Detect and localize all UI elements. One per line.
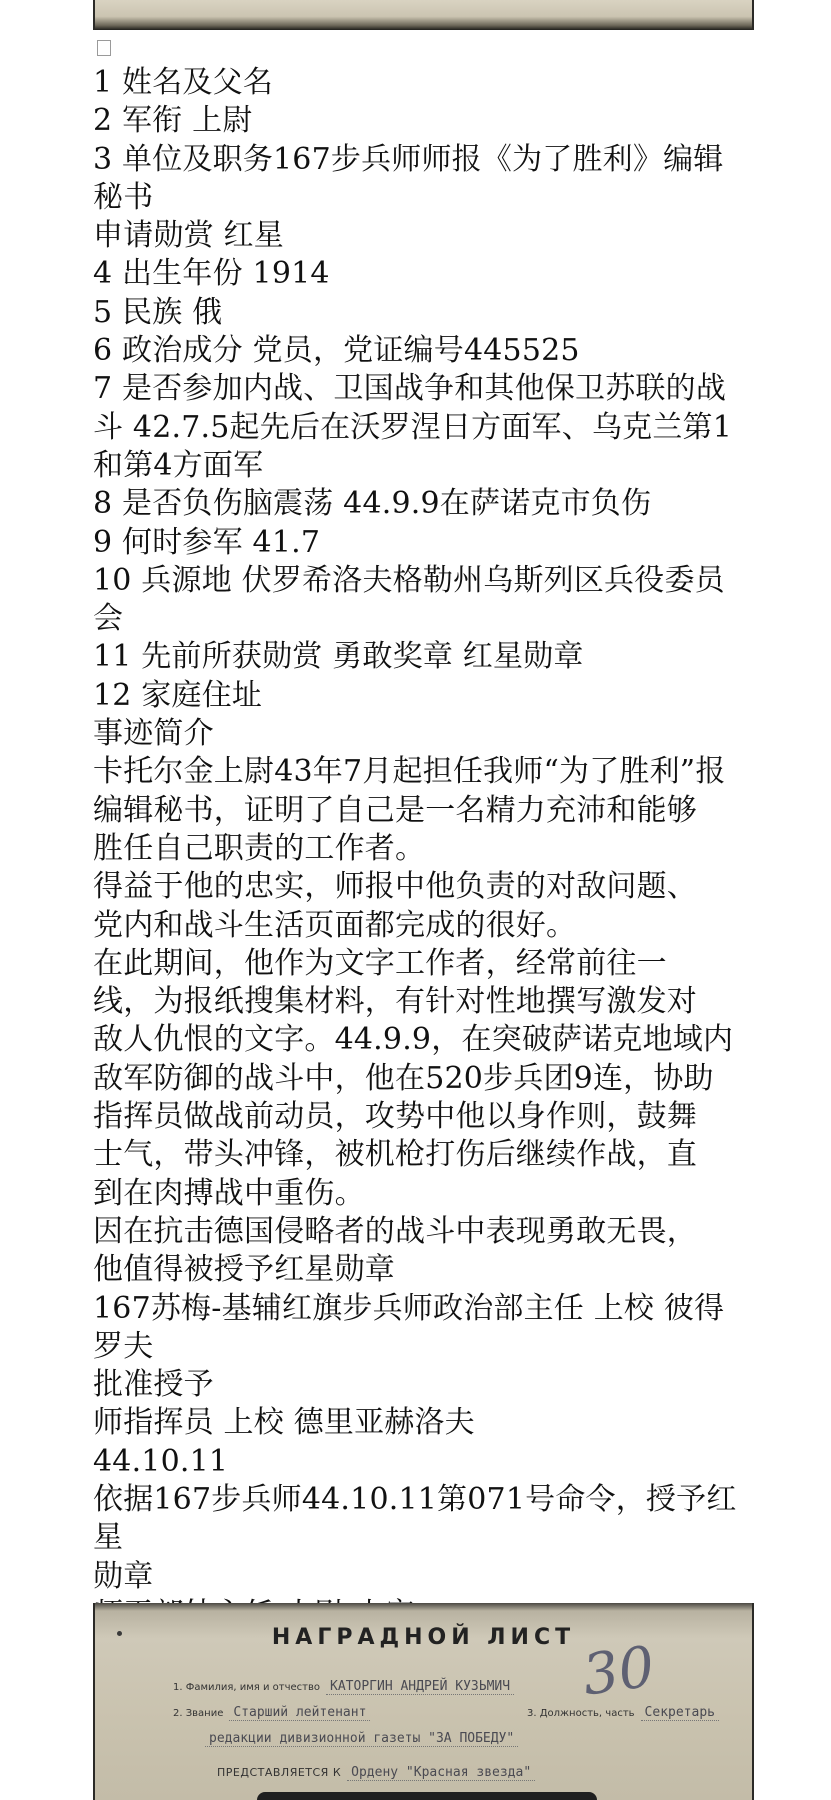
scan-title: НАГРАДНОЙ ЛИСТ	[271, 1625, 576, 1650]
text-line: 依据167步兵师44.10.11第071号命令，授予红星	[93, 1481, 737, 1556]
text-line: 编辑秘书，证明了自己是一名精力充沛和能够	[93, 792, 697, 828]
scanned-award-sheet-image	[93, 1603, 754, 1800]
scan-row-unit	[199, 1731, 518, 1747]
image-placeholder-checkbox[interactable]	[97, 40, 111, 56]
scan-row-award-value: Ордену "Красная звезда"	[347, 1765, 535, 1781]
text-line: 卡托尔金上尉43年7月起担任我师“为了胜利”报	[93, 754, 726, 790]
scanned-document-image-top	[93, 0, 754, 30]
text-line: 44.10.11	[93, 1443, 229, 1479]
scan-row-position	[527, 1705, 719, 1721]
text-line: 批准授予	[93, 1367, 214, 1403]
text-line: 和第4方面军	[93, 447, 264, 483]
text-line: 5 民族 俄	[93, 294, 223, 330]
text-line: 士气，带头冲锋，被机枪打伤后继续作战，直	[93, 1137, 697, 1173]
image-bottom-bar	[257, 1792, 597, 1800]
text-line: 指挥员做战前动员，攻势中他以身作则，鼓舞	[93, 1099, 697, 1135]
text-line: 敌人仇恨的文字。44.9.9，在突破萨诺克地域内	[93, 1022, 734, 1058]
scan-row-rank	[173, 1705, 370, 1721]
text-line: 3 单位及职务167步兵师师报《为了胜利》编辑	[93, 141, 724, 177]
translated-text-block	[93, 64, 763, 1634]
handwritten-number: 30	[578, 1634, 659, 1709]
scan-row-name	[173, 1679, 733, 1695]
text-line: 7 是否参加内战、卫国战争和其他保卫苏联的战	[93, 371, 727, 407]
text-line: 1 姓名及父名	[93, 65, 274, 100]
text-line: 得益于他的忠实，师报中他负责的对敌问题、	[93, 869, 697, 905]
text-line: 8 是否负伤脑震荡 44.9.9在萨诺克市负伤	[93, 486, 652, 522]
text-line: 斗 42.7.5起先后在沃罗涅日方面军、乌克兰第1	[93, 409, 733, 445]
scan-row-award	[217, 1765, 535, 1781]
text-line: 师指挥员 上校 德里亚赫洛夫	[93, 1405, 475, 1441]
text-line: 11 先前所获勋赏 勇敢奖章 红星勋章	[93, 639, 584, 675]
text-line: 他值得被授予红星勋章	[93, 1252, 395, 1288]
scan-row-rank-value: Старший лейтенант	[229, 1705, 370, 1721]
text-line: 勋章	[93, 1558, 154, 1594]
text-line: 申请勋赏 红星	[93, 218, 284, 254]
text-line: 敌军防御的战斗中，他在520步兵团9连，协助	[93, 1060, 714, 1096]
scan-row-unit-value: редакции дивизионной газеты "ЗА ПОБЕДУ"	[205, 1731, 518, 1747]
scan-row-award-label: ПРЕДСТАВЛЯЕТСЯ К	[217, 1766, 342, 1779]
text-line: 党内和战斗生活页面都完成的很好。	[93, 907, 577, 943]
text-line: 9 何时参军 41.7	[93, 524, 321, 560]
text-line: 4 出生年份 1914	[93, 256, 330, 292]
text-line: 167苏梅-基辅红旗步兵师政治部主任 上校 彼得	[93, 1290, 725, 1326]
text-line: 会	[93, 601, 124, 637]
text-line: 罗夫	[93, 1328, 154, 1364]
text-line: 6 政治成分 党员，党证编号445525	[93, 333, 580, 369]
text-line: 10 兵源地 伏罗希洛夫格勒州乌斯列区兵役委员	[93, 562, 725, 598]
scan-row-rank-label: 2. Звание	[173, 1708, 224, 1719]
text-line: 12 家庭住址	[93, 677, 263, 713]
scan-row-name-value: КАТОРГИН АНДРЕЙ КУЗЬМИЧ	[326, 1679, 514, 1695]
text-line: 2 军衔 上尉	[93, 103, 253, 139]
text-line: 到在肉搏战中重伤。	[93, 1175, 365, 1211]
scan-row-position-value: Секретарь	[641, 1705, 719, 1721]
text-line: 秘书	[93, 179, 154, 215]
text-line: 线，为报纸搜集材料，有针对性地撰写激发对	[93, 984, 697, 1020]
scan-row-position-label: 3. Должность, часть	[527, 1708, 635, 1719]
text-line: 事迹简介	[93, 716, 214, 752]
text-line: 在此期间，他作为文字工作者，经常前往一	[93, 945, 667, 981]
text-line: 胜任自己职责的工作者。	[93, 830, 426, 866]
text-line: 因在抗击德国侵略者的战斗中表现勇敢无畏，	[93, 1213, 697, 1249]
scan-row-name-label: 1. Фамилия, имя и отчество	[173, 1682, 321, 1693]
